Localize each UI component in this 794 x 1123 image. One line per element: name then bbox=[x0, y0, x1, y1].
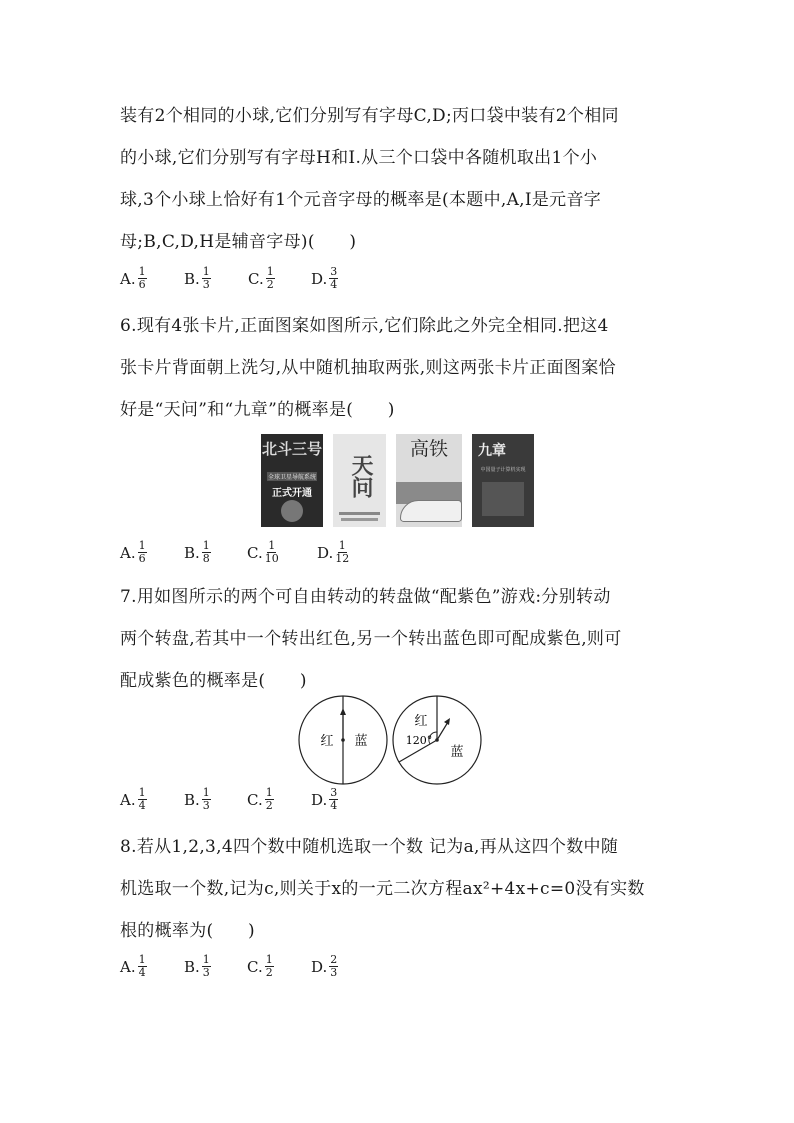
card-jiuzhang: 九章 中国量子计算机实现 bbox=[472, 434, 534, 527]
fraction: $\frac{1}{3}$ bbox=[202, 265, 210, 291]
q7-option-a[interactable]: A. $\frac{1}{4}$ bbox=[120, 786, 146, 812]
q5-option-c[interactable]: C. $\frac{1}{2}$ bbox=[248, 265, 274, 291]
fraction: $\frac{1}{8}$ bbox=[202, 539, 210, 565]
fraction: $\frac{1}{10}$ bbox=[264, 539, 279, 565]
q5-line-1: 装有2个相同的小球,它们分别写有字母C,D;丙口袋中装有2个相同 bbox=[120, 106, 619, 126]
fraction: $\frac{1}{12}$ bbox=[335, 539, 350, 565]
spinner2-blue-label: 蓝 bbox=[450, 745, 464, 760]
q6-option-b[interactable]: B. $\frac{1}{8}$ bbox=[184, 539, 210, 565]
q8-option-c[interactable]: C. $\frac{1}{2}$ bbox=[247, 953, 273, 979]
pointer-arrow bbox=[437, 722, 448, 740]
spinner-figure bbox=[295, 694, 485, 794]
q5-line-3: 球,3个小球上恰好有1个元音字母的概率是(本题中,A,I是元音字 bbox=[120, 190, 602, 210]
q7-option-b[interactable]: B. $\frac{1}{3}$ bbox=[184, 786, 210, 812]
q6-option-d[interactable]: D. $\frac{1}{12}$ bbox=[317, 539, 350, 565]
q8-option-a[interactable]: A. $\frac{1}{4}$ bbox=[120, 953, 146, 979]
q5-option-a[interactable]: A. $\frac{1}{6}$ bbox=[120, 265, 146, 291]
q6-option-a[interactable]: A. $\frac{1}{6}$ bbox=[120, 539, 146, 565]
q6-line-1: 6.现有4张卡片,正面图案如图所示,它们除此之外完全相同.把这4 bbox=[120, 316, 609, 336]
q6-option-c[interactable]: C. $\frac{1}{10}$ bbox=[247, 539, 279, 565]
q8-option-b[interactable]: B. $\frac{1}{3}$ bbox=[184, 953, 210, 979]
fraction: $\frac{3}{4}$ bbox=[330, 786, 338, 812]
q6-line-3: 好是“天问”和“九章”的概率是( ) bbox=[120, 400, 395, 420]
q5-line-2: 的小球,它们分别写有字母H和I.从三个口袋中各随机取出1个小 bbox=[120, 148, 598, 168]
spinner1-blue-label: 蓝 bbox=[354, 734, 368, 749]
card-beidou: 北斗三号 全球卫星导航系统 正式开通 bbox=[261, 434, 323, 527]
spinner-1 bbox=[299, 696, 387, 784]
q7-line-2: 两个转盘,若其中一个转出红色,另一个转出蓝色即可配成紫色,则可 bbox=[120, 629, 622, 649]
fraction: $\frac{1}{2}$ bbox=[265, 786, 273, 812]
q7-line-3: 配成紫色的概率是( ) bbox=[120, 671, 307, 691]
text-strip bbox=[341, 518, 378, 521]
q7-option-c[interactable]: C. $\frac{1}{2}$ bbox=[247, 786, 273, 812]
q8-line-1: 8.若从1,2,3,4四个数中随机选取一个数 记为a,再从这四个数中随 bbox=[120, 837, 619, 857]
angle-label: 120° bbox=[405, 734, 433, 747]
q5-option-b[interactable]: B. $\frac{1}{3}$ bbox=[184, 265, 210, 291]
spinner1-red-label: 红 bbox=[320, 734, 334, 749]
q8-option-d[interactable]: D. $\frac{2}{3}$ bbox=[311, 953, 338, 979]
fraction: $\frac{1}{2}$ bbox=[265, 953, 273, 979]
spinner2-red-label: 红 bbox=[414, 714, 428, 729]
q8-line-2: 机选取一个数,记为c,则关于x的一元二次方程ax²+4x+c=0没有实数 bbox=[120, 879, 645, 899]
arrow-head-icon bbox=[340, 708, 346, 715]
card-tianwen: 天问 bbox=[333, 434, 386, 527]
q7-option-d[interactable]: D. $\frac{3}{4}$ bbox=[311, 786, 338, 812]
fraction: $\frac{2}{3}$ bbox=[330, 953, 338, 979]
q6-line-2: 张卡片背面朝上洗匀,从中随机抽取两张,则这两张卡片正面图案恰 bbox=[120, 358, 616, 378]
q5-line-4: 母;B,C,D,H是辅音字母)( ) bbox=[120, 232, 357, 252]
quantum-device-image bbox=[482, 482, 524, 516]
fraction: $\frac{1}{3}$ bbox=[202, 786, 210, 812]
q5-option-d[interactable]: D. $\frac{3}{4}$ bbox=[311, 265, 338, 291]
text-strip bbox=[339, 512, 380, 515]
fraction: $\frac{1}{3}$ bbox=[202, 953, 210, 979]
card-gaotie: 高铁 bbox=[396, 434, 462, 527]
spinner-2 bbox=[393, 696, 481, 784]
fraction: $\frac{1}{2}$ bbox=[266, 265, 274, 291]
fraction: $\frac{1}{4}$ bbox=[138, 953, 146, 979]
earth-icon bbox=[281, 500, 303, 522]
fraction: $\frac{3}{4}$ bbox=[330, 265, 338, 291]
q7-line-1: 7.用如图所示的两个可自由转动的转盘做“配紫色”游戏:分别转动 bbox=[120, 587, 611, 607]
train-icon bbox=[400, 500, 462, 522]
fraction: $\frac{1}{4}$ bbox=[138, 786, 146, 812]
q8-line-3: 根的概率为( ) bbox=[120, 921, 255, 941]
fraction: $\frac{1}{6}$ bbox=[138, 265, 146, 291]
fraction: $\frac{1}{6}$ bbox=[138, 539, 146, 565]
